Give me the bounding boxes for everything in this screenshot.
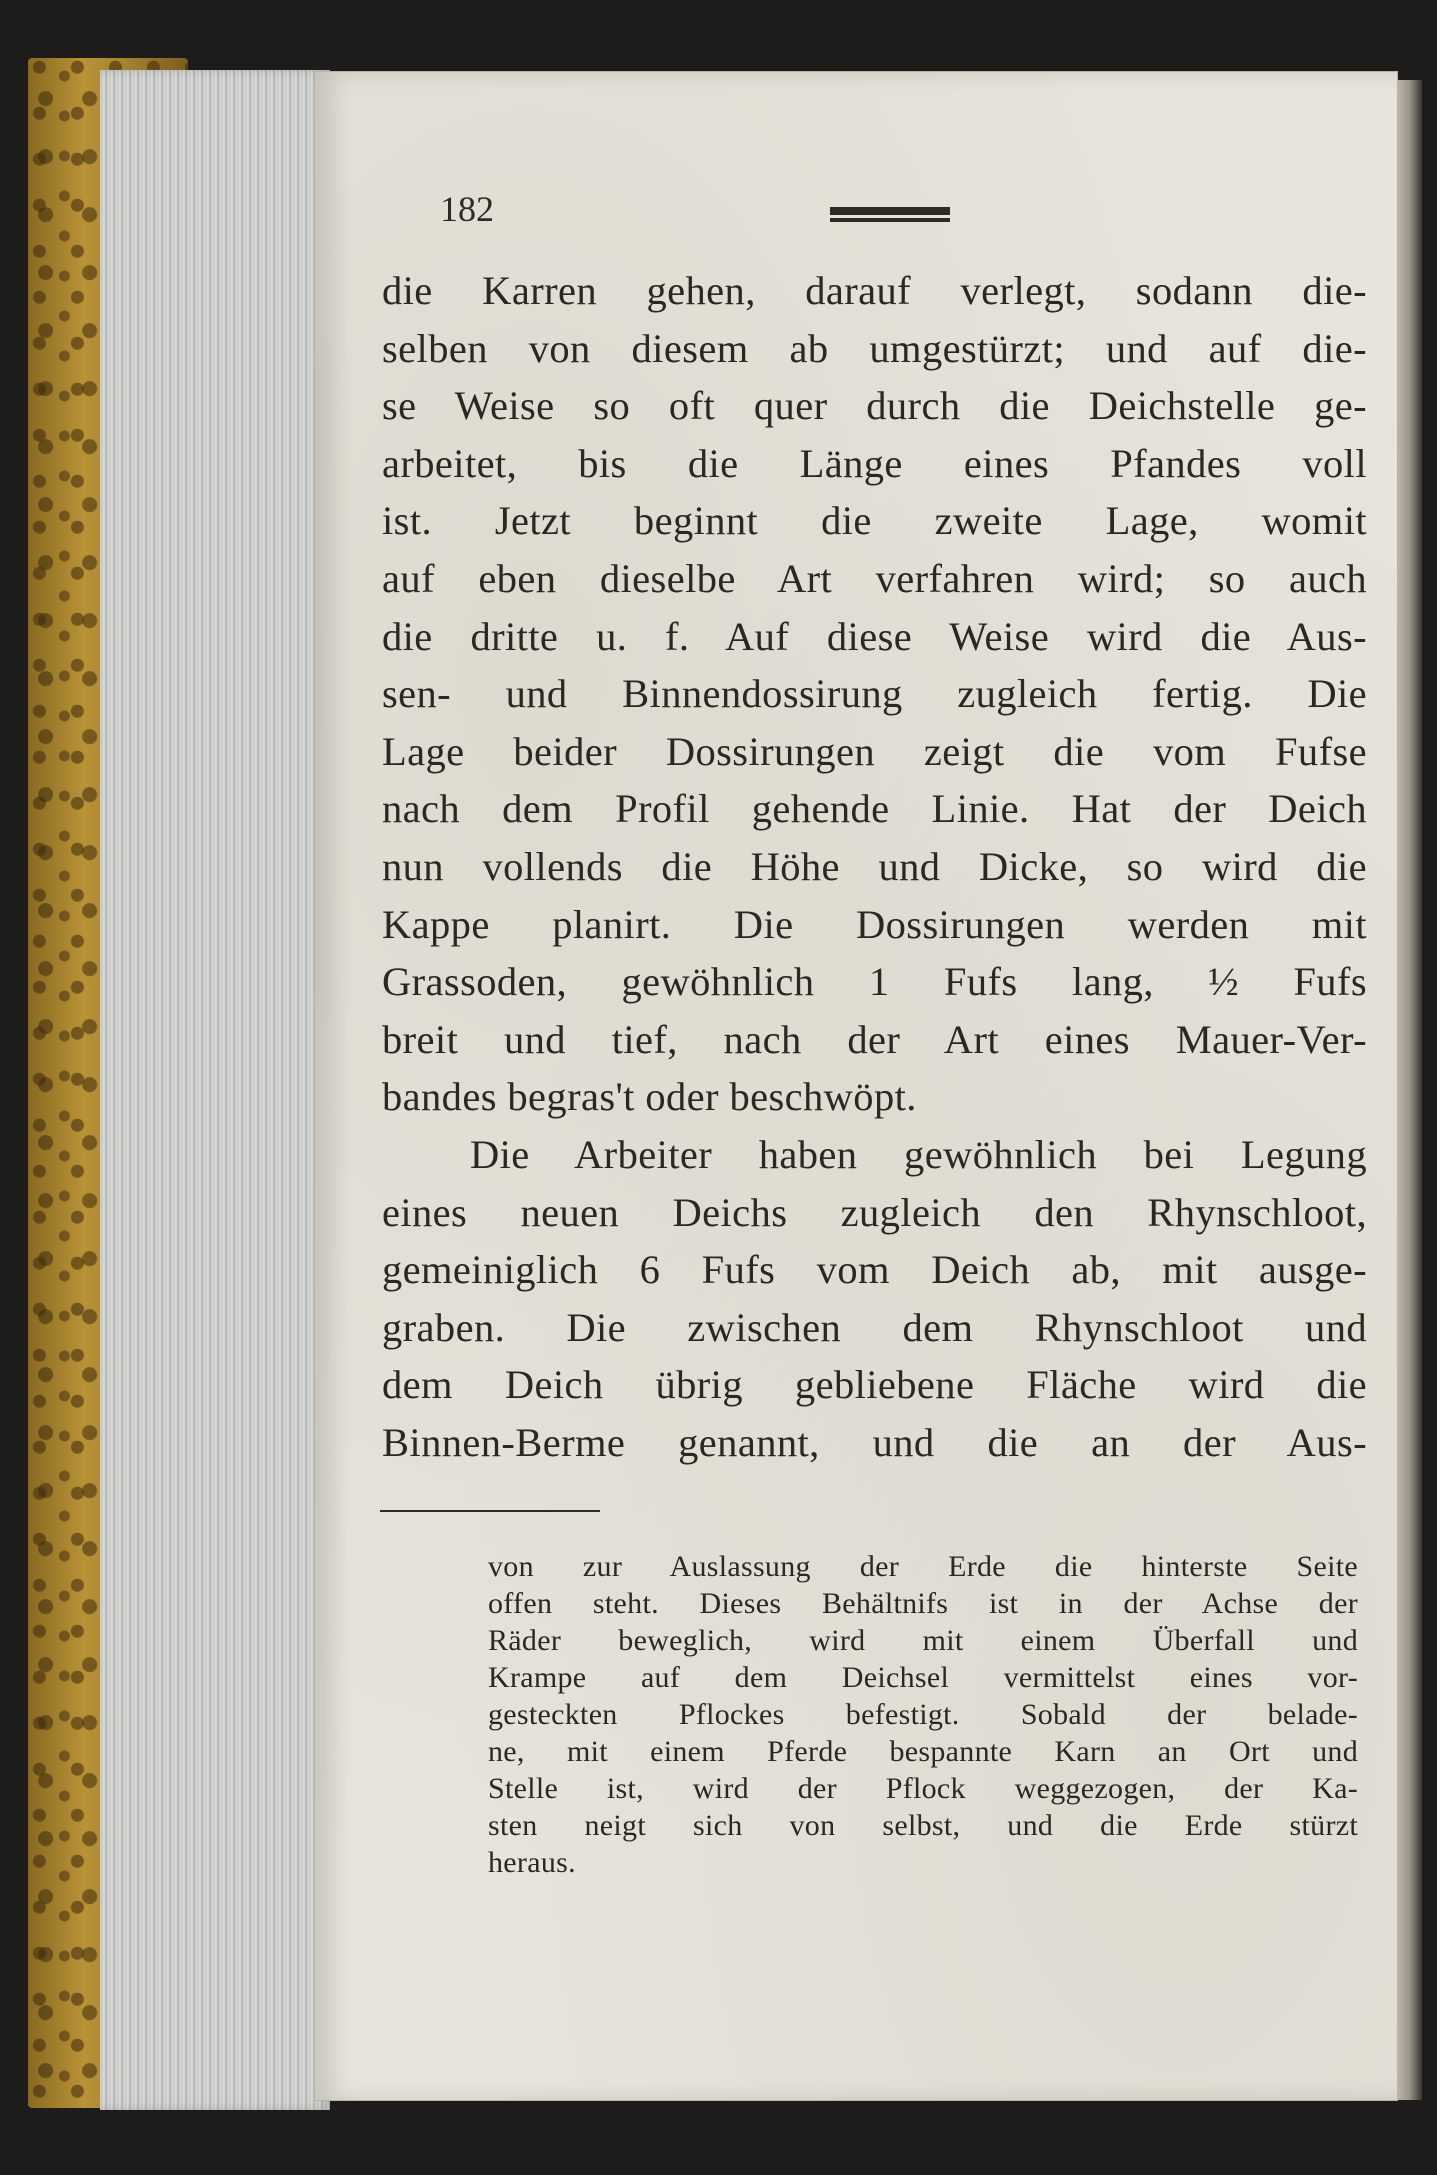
footnote-line: Stelle ist, wird der Pflock weggezogen, der Ka- (488, 1772, 1358, 1805)
text-line: selben von diesem ab umgestürzt; und auf die- (382, 325, 1367, 371)
footnote-rule (380, 1510, 600, 1512)
page-stack-edges (100, 70, 330, 2110)
text-line: eines neuen Deichs zugleich den Rhynschloot, (382, 1189, 1367, 1235)
text-line: ist. Jetzt beginnt die zweite Lage, womit (382, 498, 1367, 544)
footnote-line: Räder beweglich, wird mit einem Überfall und (488, 1624, 1358, 1657)
text-line: Lage beider Dossirungen zeigt die vom Fufse (382, 728, 1367, 774)
footnote (488, 1548, 1358, 1881)
text-line: sen- und Binnendossirung zugleich fertig. Die (382, 671, 1367, 717)
text-line: Kappe planirt. Die Dossirungen werden mit (382, 901, 1367, 947)
footnote-line: offen steht. Dieses Behältnifs ist in der Achse der (488, 1587, 1358, 1620)
footnote-line: ne, mit einem Pferde bespannte Karn an Ort und (488, 1735, 1358, 1768)
text-line: die dritte u. f. Auf diese Weise wird die Aus- (382, 613, 1367, 659)
text-line: Grassoden, gewöhnlich 1 Fufs lang, ½ Fufs (382, 959, 1367, 1005)
footnote-line: sten neigt sich von selbst, und die Erde stürzt (488, 1809, 1358, 1842)
text-line: auf eben dieselbe Art verfahren wird; so auch (382, 555, 1367, 601)
text-line: nun vollends die Höhe und Dicke, so wird die (382, 843, 1367, 889)
paragraph-start-line: Die Arbeiter haben gewöhnlich bei Legung (470, 1131, 1367, 1177)
text-line: arbeitet, bis die Länge eines Pfandes voll (382, 440, 1367, 486)
footnote-line: heraus. (488, 1846, 576, 1879)
text-line: bandes begras't oder beschwöpt. (382, 1074, 917, 1120)
footnote-line: gesteckten Pflockes befestigt. Sobald der belade- (488, 1698, 1358, 1731)
text-line: die Karren gehen, darauf verlegt, sodann die- (382, 268, 1367, 313)
footnote-line: Krampe auf dem Deichsel vermittelst eines vor- (488, 1661, 1358, 1694)
text-line: Binnen-Berme genannt, und die an der Aus- (382, 1419, 1367, 1465)
text-line: breit und tief, nach der Art eines Mauer-Ver- (382, 1016, 1367, 1062)
text-line: gemeiniglich 6 Fufs vom Deich ab, mit ausge- (382, 1247, 1367, 1293)
text-line: se Weise so oft quer durch die Deichstelle ge- (382, 383, 1367, 429)
footnote-line: von zur Auslassung der Erde die hinterste Seite (488, 1550, 1358, 1583)
page-number: 182 (440, 189, 494, 229)
header-rule (830, 207, 950, 218)
text-line: dem Deich übrig gebliebene Fläche wird die (382, 1362, 1367, 1408)
body-text (382, 262, 1367, 1471)
text-line: graben. Die zwischen dem Rhynschloot und (382, 1304, 1367, 1350)
text-line: nach dem Profil gehende Linie. Hat der Deich (382, 786, 1367, 832)
